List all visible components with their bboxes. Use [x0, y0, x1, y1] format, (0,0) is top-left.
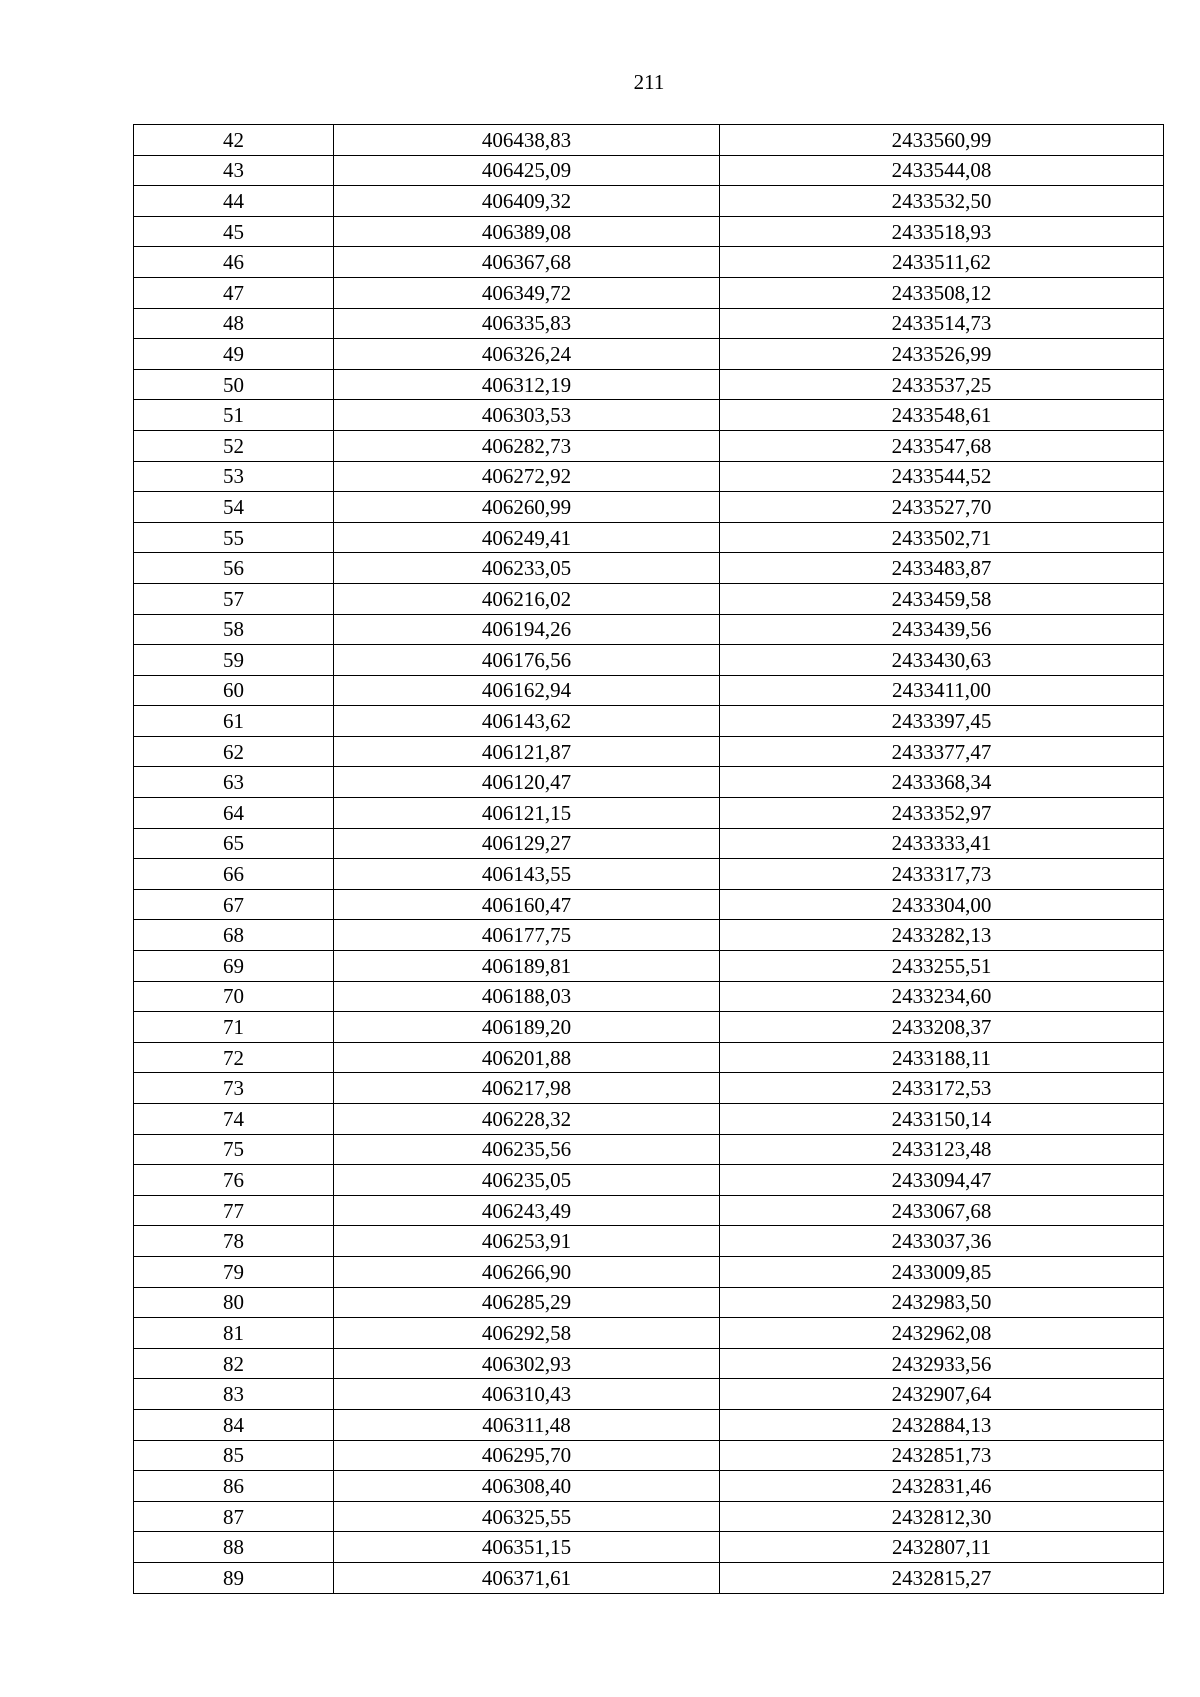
- point-number-cell: 48: [134, 308, 334, 339]
- point-number-cell: 76: [134, 1165, 334, 1196]
- x-coordinate-cell: 406285,29: [334, 1287, 720, 1318]
- x-coordinate-cell: 406367,68: [334, 247, 720, 278]
- table-row: [134, 767, 1164, 798]
- x-coordinate-cell: 406194,26: [334, 614, 720, 645]
- point-number-cell: 50: [134, 369, 334, 400]
- x-coordinate-cell: 406143,62: [334, 706, 720, 737]
- table-row: [134, 522, 1164, 553]
- x-coordinate-cell: 406216,02: [334, 583, 720, 614]
- point-number-cell: 44: [134, 186, 334, 217]
- y-coordinate-cell: 2433411,00: [720, 675, 1164, 706]
- point-number-cell: 45: [134, 216, 334, 247]
- y-coordinate-cell: 2433317,73: [720, 859, 1164, 890]
- y-coordinate-cell: 2433333,41: [720, 828, 1164, 859]
- point-number-cell: 49: [134, 339, 334, 370]
- point-number-cell: 65: [134, 828, 334, 859]
- x-coordinate-cell: 406120,47: [334, 767, 720, 798]
- point-number-cell: 79: [134, 1256, 334, 1287]
- table-row: [134, 125, 1164, 156]
- point-number-cell: 64: [134, 798, 334, 829]
- y-coordinate-cell: 2433037,36: [720, 1226, 1164, 1257]
- table-row: [134, 1134, 1164, 1165]
- point-number-cell: 52: [134, 430, 334, 461]
- table-row: [134, 1379, 1164, 1410]
- point-number-cell: 46: [134, 247, 334, 278]
- point-number-cell: 69: [134, 951, 334, 982]
- table-row: [134, 216, 1164, 247]
- table-row: [134, 1471, 1164, 1502]
- x-coordinate-cell: 406249,41: [334, 522, 720, 553]
- x-coordinate-cell: 406176,56: [334, 645, 720, 676]
- table-row: [134, 1287, 1164, 1318]
- y-coordinate-cell: 2432815,27: [720, 1562, 1164, 1593]
- x-coordinate-cell: 406409,32: [334, 186, 720, 217]
- point-number-cell: 61: [134, 706, 334, 737]
- point-number-cell: 56: [134, 553, 334, 584]
- x-coordinate-cell: 406235,56: [334, 1134, 720, 1165]
- point-number-cell: 84: [134, 1409, 334, 1440]
- table-row: [134, 308, 1164, 339]
- table-row: [134, 583, 1164, 614]
- table-row: [134, 828, 1164, 859]
- y-coordinate-cell: 2433502,71: [720, 522, 1164, 553]
- table-row: [134, 1501, 1164, 1532]
- y-coordinate-cell: 2433508,12: [720, 277, 1164, 308]
- x-coordinate-cell: 406201,88: [334, 1042, 720, 1073]
- x-coordinate-cell: 406228,32: [334, 1104, 720, 1135]
- point-number-cell: 72: [134, 1042, 334, 1073]
- table-row: [134, 553, 1164, 584]
- table-body: [134, 125, 1164, 1594]
- y-coordinate-cell: 2433518,93: [720, 216, 1164, 247]
- x-coordinate-cell: 406217,98: [334, 1073, 720, 1104]
- point-number-cell: 57: [134, 583, 334, 614]
- point-number-cell: 54: [134, 492, 334, 523]
- y-coordinate-cell: 2432907,64: [720, 1379, 1164, 1410]
- x-coordinate-cell: 406335,83: [334, 308, 720, 339]
- table-row: [134, 1012, 1164, 1043]
- point-number-cell: 53: [134, 461, 334, 492]
- y-coordinate-cell: 2433532,50: [720, 186, 1164, 217]
- table-row: [134, 859, 1164, 890]
- x-coordinate-cell: 406311,48: [334, 1409, 720, 1440]
- y-coordinate-cell: 2433514,73: [720, 308, 1164, 339]
- x-coordinate-cell: 406121,15: [334, 798, 720, 829]
- y-coordinate-cell: 2433511,62: [720, 247, 1164, 278]
- table-row: [134, 369, 1164, 400]
- table-row: [134, 1104, 1164, 1135]
- table-row: [134, 461, 1164, 492]
- table-row: [134, 798, 1164, 829]
- table-row: [134, 1532, 1164, 1563]
- x-coordinate-cell: 406235,05: [334, 1165, 720, 1196]
- y-coordinate-cell: 2433527,70: [720, 492, 1164, 523]
- table-row: [134, 1440, 1164, 1471]
- table-row: [134, 736, 1164, 767]
- table-row: [134, 400, 1164, 431]
- x-coordinate-cell: 406349,72: [334, 277, 720, 308]
- y-coordinate-cell: 2433397,45: [720, 706, 1164, 737]
- y-coordinate-cell: 2433282,13: [720, 920, 1164, 951]
- table-row: [134, 492, 1164, 523]
- y-coordinate-cell: 2433548,61: [720, 400, 1164, 431]
- y-coordinate-cell: 2433544,08: [720, 155, 1164, 186]
- y-coordinate-cell: 2433439,56: [720, 614, 1164, 645]
- x-coordinate-cell: 406371,61: [334, 1562, 720, 1593]
- point-number-cell: 63: [134, 767, 334, 798]
- x-coordinate-cell: 406282,73: [334, 430, 720, 461]
- table-row: [134, 1562, 1164, 1593]
- y-coordinate-cell: 2433304,00: [720, 889, 1164, 920]
- point-number-cell: 75: [134, 1134, 334, 1165]
- x-coordinate-cell: 406438,83: [334, 125, 720, 156]
- point-number-cell: 66: [134, 859, 334, 890]
- y-coordinate-cell: 2432831,46: [720, 1471, 1164, 1502]
- y-coordinate-cell: 2433547,68: [720, 430, 1164, 461]
- x-coordinate-cell: 406292,58: [334, 1318, 720, 1349]
- point-number-cell: 82: [134, 1348, 334, 1379]
- point-number-cell: 59: [134, 645, 334, 676]
- y-coordinate-cell: 2433526,99: [720, 339, 1164, 370]
- point-number-cell: 60: [134, 675, 334, 706]
- table-row: [134, 277, 1164, 308]
- point-number-cell: 74: [134, 1104, 334, 1135]
- y-coordinate-cell: 2433208,37: [720, 1012, 1164, 1043]
- point-number-cell: 55: [134, 522, 334, 553]
- y-coordinate-cell: 2432983,50: [720, 1287, 1164, 1318]
- table-row: [134, 706, 1164, 737]
- y-coordinate-cell: 2433537,25: [720, 369, 1164, 400]
- point-number-cell: 68: [134, 920, 334, 951]
- y-coordinate-cell: 2433094,47: [720, 1165, 1164, 1196]
- y-coordinate-cell: 2432884,13: [720, 1409, 1164, 1440]
- point-number-cell: 73: [134, 1073, 334, 1104]
- table-row: [134, 247, 1164, 278]
- table-row: [134, 645, 1164, 676]
- point-number-cell: 67: [134, 889, 334, 920]
- y-coordinate-cell: 2433172,53: [720, 1073, 1164, 1104]
- x-coordinate-cell: 406260,99: [334, 492, 720, 523]
- table-row: [134, 1409, 1164, 1440]
- x-coordinate-cell: 406389,08: [334, 216, 720, 247]
- x-coordinate-cell: 406295,70: [334, 1440, 720, 1471]
- point-number-cell: 62: [134, 736, 334, 767]
- table-row: [134, 614, 1164, 645]
- x-coordinate-cell: 406160,47: [334, 889, 720, 920]
- point-number-cell: 86: [134, 1471, 334, 1502]
- table-row: [134, 1165, 1164, 1196]
- y-coordinate-cell: 2433544,52: [720, 461, 1164, 492]
- point-number-cell: 43: [134, 155, 334, 186]
- point-number-cell: 89: [134, 1562, 334, 1593]
- table-row: [134, 920, 1164, 951]
- point-number-cell: 85: [134, 1440, 334, 1471]
- y-coordinate-cell: 2432812,30: [720, 1501, 1164, 1532]
- table-row: [134, 1042, 1164, 1073]
- point-number-cell: 47: [134, 277, 334, 308]
- x-coordinate-cell: 406425,09: [334, 155, 720, 186]
- page-number: 211: [633, 70, 665, 94]
- table-row: [134, 186, 1164, 217]
- point-number-cell: 42: [134, 125, 334, 156]
- x-coordinate-cell: 406302,93: [334, 1348, 720, 1379]
- y-coordinate-cell: 2433430,63: [720, 645, 1164, 676]
- y-coordinate-cell: 2433255,51: [720, 951, 1164, 982]
- x-coordinate-cell: 406121,87: [334, 736, 720, 767]
- coordinates-table: [133, 124, 1164, 1594]
- x-coordinate-cell: 406272,92: [334, 461, 720, 492]
- x-coordinate-cell: 406325,55: [334, 1501, 720, 1532]
- x-coordinate-cell: 406303,53: [334, 400, 720, 431]
- y-coordinate-cell: 2433377,47: [720, 736, 1164, 767]
- table-row: [134, 951, 1164, 982]
- y-coordinate-cell: 2433483,87: [720, 553, 1164, 584]
- point-number-cell: 70: [134, 981, 334, 1012]
- x-coordinate-cell: 406189,20: [334, 1012, 720, 1043]
- x-coordinate-cell: 406177,75: [334, 920, 720, 951]
- y-coordinate-cell: 2433009,85: [720, 1256, 1164, 1287]
- point-number-cell: 88: [134, 1532, 334, 1563]
- x-coordinate-cell: 406143,55: [334, 859, 720, 890]
- x-coordinate-cell: 406129,27: [334, 828, 720, 859]
- x-coordinate-cell: 406312,19: [334, 369, 720, 400]
- table-row: [134, 981, 1164, 1012]
- table-row: [134, 1226, 1164, 1257]
- point-number-cell: 77: [134, 1195, 334, 1226]
- x-coordinate-cell: 406162,94: [334, 675, 720, 706]
- x-coordinate-cell: 406233,05: [334, 553, 720, 584]
- point-number-cell: 80: [134, 1287, 334, 1318]
- y-coordinate-cell: 2433234,60: [720, 981, 1164, 1012]
- x-coordinate-cell: 406253,91: [334, 1226, 720, 1257]
- table-row: [134, 889, 1164, 920]
- point-number-cell: 58: [134, 614, 334, 645]
- y-coordinate-cell: 2432962,08: [720, 1318, 1164, 1349]
- table-row: [134, 1348, 1164, 1379]
- table-row: [134, 430, 1164, 461]
- point-number-cell: 83: [134, 1379, 334, 1410]
- table-row: [134, 675, 1164, 706]
- x-coordinate-cell: 406308,40: [334, 1471, 720, 1502]
- y-coordinate-cell: 2433368,34: [720, 767, 1164, 798]
- y-coordinate-cell: 2432807,11: [720, 1532, 1164, 1563]
- y-coordinate-cell: 2433150,14: [720, 1104, 1164, 1135]
- table-row: [134, 1318, 1164, 1349]
- y-coordinate-cell: 2433067,68: [720, 1195, 1164, 1226]
- y-coordinate-cell: 2433459,58: [720, 583, 1164, 614]
- x-coordinate-cell: 406189,81: [334, 951, 720, 982]
- table-row: [134, 339, 1164, 370]
- y-coordinate-cell: 2433123,48: [720, 1134, 1164, 1165]
- point-number-cell: 51: [134, 400, 334, 431]
- x-coordinate-cell: 406351,15: [334, 1532, 720, 1563]
- x-coordinate-cell: 406310,43: [334, 1379, 720, 1410]
- y-coordinate-cell: 2432851,73: [720, 1440, 1164, 1471]
- x-coordinate-cell: 406326,24: [334, 339, 720, 370]
- table-row: [134, 1073, 1164, 1104]
- point-number-cell: 81: [134, 1318, 334, 1349]
- table-row: [134, 155, 1164, 186]
- y-coordinate-cell: 2433560,99: [720, 125, 1164, 156]
- y-coordinate-cell: 2433352,97: [720, 798, 1164, 829]
- y-coordinate-cell: 2432933,56: [720, 1348, 1164, 1379]
- y-coordinate-cell: 2433188,11: [720, 1042, 1164, 1073]
- table-row: [134, 1256, 1164, 1287]
- point-number-cell: 78: [134, 1226, 334, 1257]
- x-coordinate-cell: 406266,90: [334, 1256, 720, 1287]
- x-coordinate-cell: 406188,03: [334, 981, 720, 1012]
- point-number-cell: 87: [134, 1501, 334, 1532]
- table-row: [134, 1195, 1164, 1226]
- x-coordinate-cell: 406243,49: [334, 1195, 720, 1226]
- point-number-cell: 71: [134, 1012, 334, 1043]
